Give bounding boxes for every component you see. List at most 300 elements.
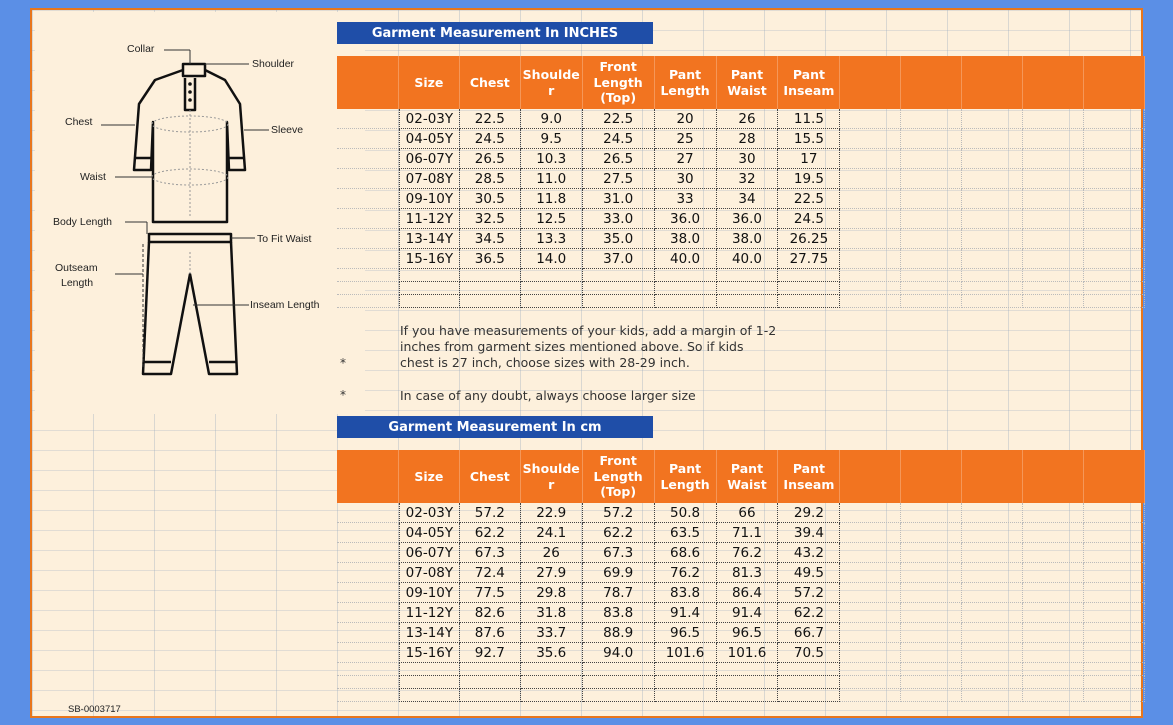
blank-cell[interactable]	[901, 295, 962, 308]
measurement-cell[interactable]: 24.1	[521, 523, 583, 543]
blank-cell[interactable]	[962, 229, 1023, 249]
blank-cell[interactable]	[583, 295, 655, 308]
measurement-cell[interactable]: 91.4	[655, 603, 717, 623]
measurement-cell[interactable]: 50.8	[655, 503, 717, 523]
blank-cell[interactable]	[962, 209, 1023, 229]
blank-cell[interactable]	[337, 583, 399, 603]
measurement-cell[interactable]: 83.8	[583, 603, 655, 623]
measurement-cell[interactable]: 13.3	[521, 229, 583, 249]
size-cell[interactable]: 15-16Y	[399, 249, 460, 269]
blank-cell[interactable]	[460, 269, 521, 282]
blank-cell[interactable]	[1023, 563, 1084, 583]
size-cell[interactable]: 09-10Y	[399, 583, 460, 603]
blank-cell[interactable]	[840, 169, 901, 189]
measurement-cell[interactable]: 101.6	[655, 643, 717, 663]
blank-cell[interactable]	[840, 563, 901, 583]
blank-cell[interactable]	[399, 676, 460, 689]
blank-cell[interactable]	[901, 149, 962, 169]
blank-cell[interactable]	[840, 523, 901, 543]
blank-cell[interactable]	[1084, 269, 1145, 282]
measurement-cell[interactable]: 36.5	[460, 249, 521, 269]
blank-cell[interactable]	[583, 689, 655, 702]
blank-cell[interactable]	[337, 503, 399, 523]
blank-cell[interactable]	[717, 676, 779, 689]
blank-cell[interactable]	[1023, 109, 1084, 129]
blank-cell[interactable]	[337, 229, 399, 249]
measurement-cell[interactable]: 32	[717, 169, 779, 189]
blank-cell[interactable]	[1023, 249, 1084, 269]
column-header: Pant Length	[655, 56, 717, 109]
blank-cell[interactable]	[1023, 149, 1084, 169]
measurement-cell[interactable]: 24.5	[778, 209, 840, 229]
blank-cell[interactable]	[901, 269, 962, 282]
blank-cell[interactable]	[840, 109, 901, 129]
blank-cell[interactable]	[337, 563, 399, 583]
blank-cell[interactable]	[840, 295, 901, 308]
blank-cell[interactable]	[655, 295, 717, 308]
blank-cell[interactable]	[1084, 523, 1145, 543]
blank-cell[interactable]	[1084, 583, 1145, 603]
blank-cell[interactable]	[778, 282, 840, 295]
blank-cell[interactable]	[840, 269, 901, 282]
blank-cell[interactable]	[1023, 269, 1084, 282]
measurement-cell[interactable]: 87.6	[460, 623, 521, 643]
blank-cell[interactable]	[962, 583, 1023, 603]
measurement-cell[interactable]: 28	[717, 129, 779, 149]
blank-cell[interactable]	[901, 503, 962, 523]
measurement-cell[interactable]: 35.0	[583, 229, 655, 249]
blank-cell[interactable]	[337, 623, 399, 643]
measurement-cell[interactable]: 57.2	[460, 503, 521, 523]
measurement-cell[interactable]: 57.2	[583, 503, 655, 523]
blank-cell[interactable]	[1023, 543, 1084, 563]
blank-cell[interactable]	[337, 169, 399, 189]
blank-cell[interactable]	[1084, 676, 1145, 689]
blank-cell[interactable]	[962, 109, 1023, 129]
blank-cell[interactable]	[840, 209, 901, 229]
inches-table-title: Garment Measurement In INCHES	[337, 22, 653, 44]
empty-row	[337, 676, 1145, 689]
blank-cell[interactable]	[337, 676, 399, 689]
measurement-cell[interactable]: 33.7	[521, 623, 583, 643]
measurement-cell[interactable]: 27	[655, 149, 717, 169]
blank-cell[interactable]	[655, 269, 717, 282]
size-cell[interactable]: 11-12Y	[399, 603, 460, 623]
measurement-cell[interactable]: 49.5	[778, 563, 840, 583]
measurement-cell[interactable]: 70.5	[778, 643, 840, 663]
measurement-cell[interactable]: 32.5	[460, 209, 521, 229]
size-cell[interactable]: 09-10Y	[399, 189, 460, 209]
blank-cell[interactable]	[962, 189, 1023, 209]
blank-cell[interactable]	[399, 663, 460, 676]
blank-cell[interactable]	[1084, 129, 1145, 149]
blank-cell[interactable]	[962, 543, 1023, 563]
blank-cell[interactable]	[778, 676, 840, 689]
blank-cell[interactable]	[1023, 295, 1084, 308]
measurement-cell[interactable]: 11.8	[521, 189, 583, 209]
measurement-cell[interactable]: 101.6	[717, 643, 779, 663]
blank-cell[interactable]	[840, 676, 901, 689]
blank-cell[interactable]	[1023, 583, 1084, 603]
measurement-cell[interactable]: 26	[521, 543, 583, 563]
measurement-cell[interactable]: 29.8	[521, 583, 583, 603]
size-cell[interactable]: 06-07Y	[399, 543, 460, 563]
blank-cell[interactable]	[1084, 149, 1145, 169]
blank-cell[interactable]	[962, 503, 1023, 523]
size-cell[interactable]: 07-08Y	[399, 563, 460, 583]
blank-cell[interactable]	[962, 603, 1023, 623]
measurement-cell[interactable]: 22.5	[778, 189, 840, 209]
blank-cell[interactable]	[901, 623, 962, 643]
measurement-cell[interactable]: 31.8	[521, 603, 583, 623]
blank-cell[interactable]	[901, 563, 962, 583]
size-cell[interactable]: 07-08Y	[399, 169, 460, 189]
size-cell[interactable]: 04-05Y	[399, 129, 460, 149]
blank-cell[interactable]	[962, 663, 1023, 676]
blank-cell[interactable]	[1084, 543, 1145, 563]
measurement-cell[interactable]: 33	[655, 189, 717, 209]
blank-cell[interactable]	[399, 295, 460, 308]
blank-cell[interactable]	[901, 129, 962, 149]
size-cell[interactable]: 13-14Y	[399, 623, 460, 643]
blank-cell[interactable]	[901, 603, 962, 623]
inches-table	[337, 56, 1145, 308]
blank-cell[interactable]	[840, 623, 901, 643]
blank-cell[interactable]	[901, 229, 962, 249]
measurement-cell[interactable]: 57.2	[778, 583, 840, 603]
measurement-cell[interactable]: 36.0	[655, 209, 717, 229]
blank-cell[interactable]	[962, 282, 1023, 295]
header-blank-cell	[1023, 56, 1084, 109]
column-header: Pant Length	[655, 450, 717, 503]
blank-cell[interactable]	[1084, 603, 1145, 623]
blank-cell[interactable]	[460, 282, 521, 295]
blank-cell[interactable]	[901, 282, 962, 295]
measurement-cell[interactable]: 66.7	[778, 623, 840, 643]
measurement-cell[interactable]: 35.6	[521, 643, 583, 663]
blank-cell[interactable]	[337, 282, 399, 295]
measurement-cell[interactable]: 24.5	[583, 129, 655, 149]
measurement-cell[interactable]: 81.3	[717, 563, 779, 583]
blank-cell[interactable]	[962, 269, 1023, 282]
measurement-cell[interactable]: 77.5	[460, 583, 521, 603]
blank-cell[interactable]	[1084, 689, 1145, 702]
blank-cell[interactable]	[1084, 643, 1145, 663]
blank-cell[interactable]	[840, 643, 901, 663]
blank-cell[interactable]	[655, 282, 717, 295]
measurement-cell[interactable]: 14.0	[521, 249, 583, 269]
blank-cell[interactable]	[901, 676, 962, 689]
blank-cell[interactable]	[583, 282, 655, 295]
blank-cell[interactable]	[1023, 169, 1084, 189]
size-cell[interactable]: 13-14Y	[399, 229, 460, 249]
measurement-cell[interactable]: 22.5	[460, 109, 521, 129]
blank-cell[interactable]	[778, 269, 840, 282]
blank-cell[interactable]	[840, 129, 901, 149]
blank-cell[interactable]	[962, 643, 1023, 663]
measurement-cell[interactable]: 19.5	[778, 169, 840, 189]
blank-cell[interactable]	[1023, 282, 1084, 295]
measurement-cell[interactable]: 11.5	[778, 109, 840, 129]
measurement-cell[interactable]: 34.5	[460, 229, 521, 249]
measurement-cell[interactable]: 88.9	[583, 623, 655, 643]
blank-cell[interactable]	[583, 676, 655, 689]
blank-cell[interactable]	[1084, 169, 1145, 189]
blank-cell[interactable]	[655, 689, 717, 702]
measurement-cell[interactable]: 96.5	[717, 623, 779, 643]
blank-cell[interactable]	[337, 523, 399, 543]
blank-cell[interactable]	[778, 663, 840, 676]
measurement-cell[interactable]: 27.9	[521, 563, 583, 583]
blank-cell[interactable]	[1084, 623, 1145, 643]
blank-cell[interactable]	[399, 282, 460, 295]
blank-cell[interactable]	[962, 149, 1023, 169]
blank-cell[interactable]	[460, 663, 521, 676]
size-cell[interactable]: 02-03Y	[399, 503, 460, 523]
blank-cell[interactable]	[901, 249, 962, 269]
measurement-cell[interactable]: 43.2	[778, 543, 840, 563]
blank-cell[interactable]	[840, 543, 901, 563]
blank-cell[interactable]	[1084, 189, 1145, 209]
blank-cell[interactable]	[1084, 249, 1145, 269]
measurement-cell[interactable]: 29.2	[778, 503, 840, 523]
measurement-cell[interactable]: 66	[717, 503, 779, 523]
blank-cell[interactable]	[1084, 663, 1145, 676]
blank-cell[interactable]	[901, 643, 962, 663]
blank-cell[interactable]	[840, 583, 901, 603]
measurement-cell[interactable]: 26	[717, 109, 779, 129]
blank-cell[interactable]	[1084, 282, 1145, 295]
measurement-cell[interactable]: 69.9	[583, 563, 655, 583]
measurement-cell[interactable]: 25	[655, 129, 717, 149]
blank-cell[interactable]	[1084, 229, 1145, 249]
measurement-cell[interactable]: 76.2	[655, 563, 717, 583]
blank-cell[interactable]	[399, 269, 460, 282]
measurement-cell[interactable]: 20	[655, 109, 717, 129]
size-cell[interactable]: 15-16Y	[399, 643, 460, 663]
measurement-cell[interactable]: 27.5	[583, 169, 655, 189]
measurement-cell[interactable]: 30.5	[460, 189, 521, 209]
size-cell[interactable]: 04-05Y	[399, 523, 460, 543]
empty-row	[337, 689, 1145, 702]
measurement-cell[interactable]: 15.5	[778, 129, 840, 149]
measurement-cell[interactable]: 62.2	[778, 603, 840, 623]
blank-cell[interactable]	[901, 543, 962, 563]
blank-cell[interactable]	[337, 543, 399, 563]
blank-cell[interactable]	[337, 189, 399, 209]
blank-cell[interactable]	[655, 663, 717, 676]
blank-cell[interactable]	[840, 149, 901, 169]
blank-cell[interactable]	[962, 249, 1023, 269]
size-cell[interactable]: 02-03Y	[399, 109, 460, 129]
blank-cell[interactable]	[962, 689, 1023, 702]
blank-cell[interactable]	[840, 689, 901, 702]
blank-cell[interactable]	[521, 295, 583, 308]
blank-cell[interactable]	[1023, 129, 1084, 149]
blank-cell[interactable]	[901, 169, 962, 189]
label-outseam-length: Length	[61, 277, 94, 289]
blank-cell[interactable]	[1023, 209, 1084, 229]
measurement-cell[interactable]: 40.0	[655, 249, 717, 269]
blank-cell[interactable]	[1084, 563, 1145, 583]
table-row	[337, 583, 1145, 603]
blank-cell[interactable]	[521, 663, 583, 676]
blank-cell[interactable]	[583, 663, 655, 676]
blank-cell[interactable]	[337, 209, 399, 229]
blank-cell[interactable]	[717, 663, 779, 676]
size-cell[interactable]: 06-07Y	[399, 149, 460, 169]
measurement-cell[interactable]: 86.4	[717, 583, 779, 603]
measurement-cell[interactable]: 9.0	[521, 109, 583, 129]
measurement-cell[interactable]: 33.0	[583, 209, 655, 229]
blank-cell[interactable]	[901, 663, 962, 676]
measurement-cell[interactable]: 78.7	[583, 583, 655, 603]
measurement-cell[interactable]: 31.0	[583, 189, 655, 209]
measurement-cell[interactable]: 92.7	[460, 643, 521, 663]
blank-cell[interactable]	[1084, 109, 1145, 129]
blank-cell[interactable]	[583, 269, 655, 282]
measurement-cell[interactable]: 72.4	[460, 563, 521, 583]
header-blank-cell	[901, 450, 962, 503]
blank-cell[interactable]	[1023, 676, 1084, 689]
blank-cell[interactable]	[840, 603, 901, 623]
blank-cell[interactable]	[1023, 623, 1084, 643]
measurement-cell[interactable]: 76.2	[717, 543, 779, 563]
header-blank-cell	[901, 56, 962, 109]
blank-cell[interactable]	[962, 523, 1023, 543]
measurement-cell[interactable]: 37.0	[583, 249, 655, 269]
blank-cell[interactable]	[1084, 295, 1145, 308]
blank-cell[interactable]	[337, 249, 399, 269]
blank-cell[interactable]	[337, 643, 399, 663]
blank-cell[interactable]	[399, 689, 460, 702]
blank-cell[interactable]	[901, 189, 962, 209]
measurement-cell[interactable]: 40.0	[717, 249, 779, 269]
blank-cell[interactable]	[778, 689, 840, 702]
blank-cell[interactable]	[1084, 209, 1145, 229]
measurement-cell[interactable]: 96.5	[655, 623, 717, 643]
blank-cell[interactable]	[840, 503, 901, 523]
blank-cell[interactable]	[717, 295, 779, 308]
measurement-cell[interactable]: 94.0	[583, 643, 655, 663]
measurement-cell[interactable]: 12.5	[521, 209, 583, 229]
measurement-cell[interactable]: 82.6	[460, 603, 521, 623]
measurement-cell[interactable]: 11.0	[521, 169, 583, 189]
blank-cell[interactable]	[840, 663, 901, 676]
measurement-cell[interactable]: 30	[655, 169, 717, 189]
measurement-cell[interactable]: 39.4	[778, 523, 840, 543]
measurement-cell[interactable]: 62.2	[583, 523, 655, 543]
blank-cell[interactable]	[778, 295, 840, 308]
blank-cell[interactable]	[337, 689, 399, 702]
column-header: Pant Waist	[717, 450, 779, 503]
measurement-cell[interactable]: 36.0	[717, 209, 779, 229]
blank-cell[interactable]	[901, 523, 962, 543]
blank-cell[interactable]	[1023, 689, 1084, 702]
blank-cell[interactable]	[1023, 643, 1084, 663]
blank-cell[interactable]	[962, 129, 1023, 149]
measurement-cell[interactable]: 83.8	[655, 583, 717, 603]
measurement-cell[interactable]: 38.0	[655, 229, 717, 249]
measurement-cell[interactable]: 67.3	[583, 543, 655, 563]
blank-cell[interactable]	[962, 169, 1023, 189]
blank-cell[interactable]	[337, 295, 399, 308]
blank-cell[interactable]	[840, 229, 901, 249]
blank-cell[interactable]	[840, 249, 901, 269]
blank-cell[interactable]	[1023, 663, 1084, 676]
blank-cell[interactable]	[337, 663, 399, 676]
measurement-cell[interactable]: 63.5	[655, 523, 717, 543]
measurement-cell[interactable]: 34	[717, 189, 779, 209]
blank-cell[interactable]	[962, 676, 1023, 689]
blank-cell[interactable]	[460, 295, 521, 308]
blank-cell[interactable]	[962, 563, 1023, 583]
measurement-cell[interactable]: 26.5	[583, 149, 655, 169]
blank-cell[interactable]	[717, 269, 779, 282]
measurement-cell[interactable]: 62.2	[460, 523, 521, 543]
measurement-cell[interactable]: 26.25	[778, 229, 840, 249]
blank-cell[interactable]	[1023, 229, 1084, 249]
blank-cell[interactable]	[1023, 503, 1084, 523]
blank-cell[interactable]	[717, 689, 779, 702]
measurement-cell[interactable]: 17	[778, 149, 840, 169]
measurement-cell[interactable]: 9.5	[521, 129, 583, 149]
blank-cell[interactable]	[337, 129, 399, 149]
blank-cell[interactable]	[337, 149, 399, 169]
blank-cell[interactable]	[962, 623, 1023, 643]
blank-cell[interactable]	[901, 583, 962, 603]
blank-cell[interactable]	[521, 676, 583, 689]
blank-cell[interactable]	[962, 295, 1023, 308]
measurement-cell[interactable]: 28.5	[460, 169, 521, 189]
measurement-cell[interactable]: 26.5	[460, 149, 521, 169]
blank-cell[interactable]	[1084, 503, 1145, 523]
empty-row	[337, 663, 1145, 676]
measurement-cell[interactable]: 67.3	[460, 543, 521, 563]
blank-cell[interactable]	[521, 689, 583, 702]
blank-cell[interactable]	[460, 689, 521, 702]
table-row	[337, 563, 1145, 583]
measurement-cell[interactable]: 91.4	[717, 603, 779, 623]
blank-cell[interactable]	[521, 282, 583, 295]
measurement-cell[interactable]: 38.0	[717, 229, 779, 249]
measurement-cell[interactable]: 10.3	[521, 149, 583, 169]
blank-cell[interactable]	[460, 676, 521, 689]
size-cell[interactable]: 11-12Y	[399, 209, 460, 229]
blank-cell[interactable]	[717, 282, 779, 295]
blank-cell[interactable]	[901, 689, 962, 702]
measurement-cell[interactable]: 24.5	[460, 129, 521, 149]
blank-cell[interactable]	[337, 603, 399, 623]
measurement-cell[interactable]: 71.1	[717, 523, 779, 543]
blank-cell[interactable]	[1023, 189, 1084, 209]
blank-cell[interactable]	[655, 676, 717, 689]
blank-cell[interactable]	[521, 269, 583, 282]
blank-cell[interactable]	[840, 282, 901, 295]
measurement-cell[interactable]: 22.5	[583, 109, 655, 129]
blank-cell[interactable]	[337, 109, 399, 129]
measurement-cell[interactable]: 22.9	[521, 503, 583, 523]
blank-cell[interactable]	[1023, 603, 1084, 623]
blank-cell[interactable]	[337, 269, 399, 282]
blank-cell[interactable]	[901, 109, 962, 129]
measurement-cell[interactable]: 68.6	[655, 543, 717, 563]
blank-cell[interactable]	[840, 189, 901, 209]
measurement-cell[interactable]: 30	[717, 149, 779, 169]
blank-cell[interactable]	[901, 209, 962, 229]
measurement-cell[interactable]: 27.75	[778, 249, 840, 269]
blank-cell[interactable]	[1023, 523, 1084, 543]
